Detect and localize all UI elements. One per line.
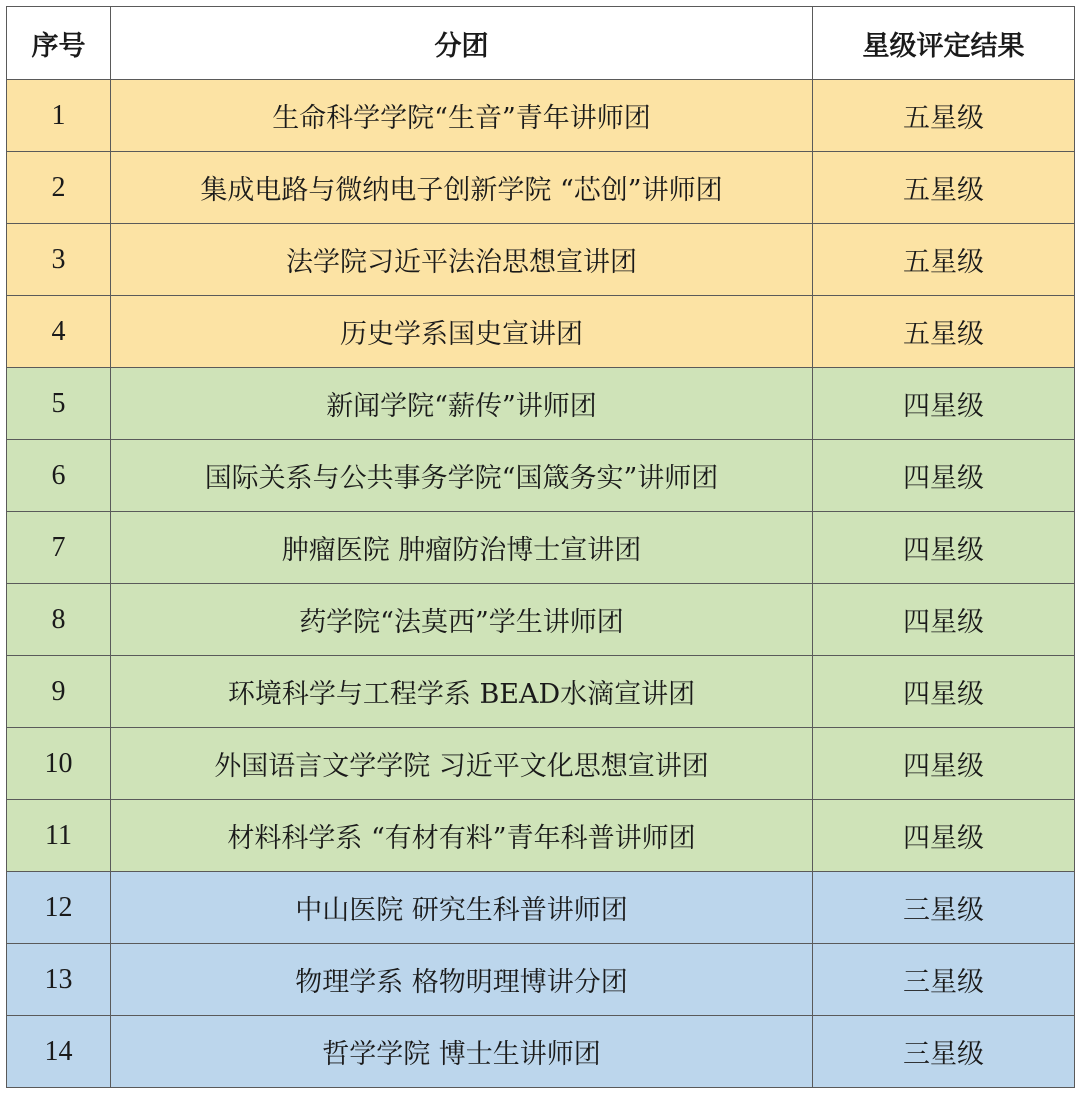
table-body <box>7 80 1075 1088</box>
table-row <box>7 728 1075 800</box>
table-header <box>7 7 1075 80</box>
header-group: 分团 <box>111 7 813 80</box>
cell-group: 生命科学学院“生音”青年讲师团 <box>111 80 813 152</box>
cell-index: 10 <box>7 728 111 800</box>
cell-group: 法学院习近平法治思想宣讲团 <box>111 224 813 296</box>
cell-group: 材料科学系 “有材有料”青年科普讲师团 <box>111 800 813 872</box>
table-row <box>7 584 1075 656</box>
cell-index: 4 <box>7 296 111 368</box>
table-row <box>7 80 1075 152</box>
cell-index: 8 <box>7 584 111 656</box>
cell-group: 外国语言文学学院 习近平文化思想宣讲团 <box>111 728 813 800</box>
rating-table <box>6 6 1075 1088</box>
cell-rating: 三星级 <box>813 944 1075 1016</box>
cell-index: 6 <box>7 440 111 512</box>
cell-group: 国际关系与公共事务学院“国箴务实”讲师团 <box>111 440 813 512</box>
cell-rating: 四星级 <box>813 368 1075 440</box>
header-row <box>7 7 1075 80</box>
cell-rating: 四星级 <box>813 656 1075 728</box>
table-row <box>7 440 1075 512</box>
rating-table-container <box>6 6 1074 1088</box>
table-row <box>7 368 1075 440</box>
table-row <box>7 512 1075 584</box>
cell-index: 11 <box>7 800 111 872</box>
cell-index: 13 <box>7 944 111 1016</box>
table-row <box>7 296 1075 368</box>
table-row <box>7 656 1075 728</box>
cell-index: 1 <box>7 80 111 152</box>
cell-index: 14 <box>7 1016 111 1088</box>
cell-rating: 五星级 <box>813 224 1075 296</box>
cell-rating: 四星级 <box>813 728 1075 800</box>
cell-rating: 五星级 <box>813 80 1075 152</box>
cell-index: 12 <box>7 872 111 944</box>
cell-group: 环境科学与工程学系 BEAD水滴宣讲团 <box>111 656 813 728</box>
table-row <box>7 152 1075 224</box>
cell-rating: 五星级 <box>813 296 1075 368</box>
table-row <box>7 1016 1075 1088</box>
cell-index: 7 <box>7 512 111 584</box>
cell-group: 历史学系国史宣讲团 <box>111 296 813 368</box>
table-row <box>7 224 1075 296</box>
cell-index: 5 <box>7 368 111 440</box>
cell-group: 哲学学院 博士生讲师团 <box>111 1016 813 1088</box>
cell-index: 2 <box>7 152 111 224</box>
cell-group: 新闻学院“薪传”讲师团 <box>111 368 813 440</box>
cell-rating: 四星级 <box>813 512 1075 584</box>
cell-group: 肿瘤医院 肿瘤防治博士宣讲团 <box>111 512 813 584</box>
table-row <box>7 944 1075 1016</box>
cell-rating: 五星级 <box>813 152 1075 224</box>
cell-group: 物理学系 格物明理博讲分团 <box>111 944 813 1016</box>
header-rating: 星级评定结果 <box>813 7 1075 80</box>
table-row <box>7 800 1075 872</box>
cell-rating: 三星级 <box>813 1016 1075 1088</box>
header-index: 序号 <box>7 7 111 80</box>
cell-rating: 四星级 <box>813 584 1075 656</box>
table-row <box>7 872 1075 944</box>
cell-group: 药学院“法莫西”学生讲师团 <box>111 584 813 656</box>
cell-group: 中山医院 研究生科普讲师团 <box>111 872 813 944</box>
cell-rating: 三星级 <box>813 872 1075 944</box>
cell-rating: 四星级 <box>813 800 1075 872</box>
cell-rating: 四星级 <box>813 440 1075 512</box>
cell-group: 集成电路与微纳电子创新学院 “芯创”讲师团 <box>111 152 813 224</box>
cell-index: 3 <box>7 224 111 296</box>
cell-index: 9 <box>7 656 111 728</box>
